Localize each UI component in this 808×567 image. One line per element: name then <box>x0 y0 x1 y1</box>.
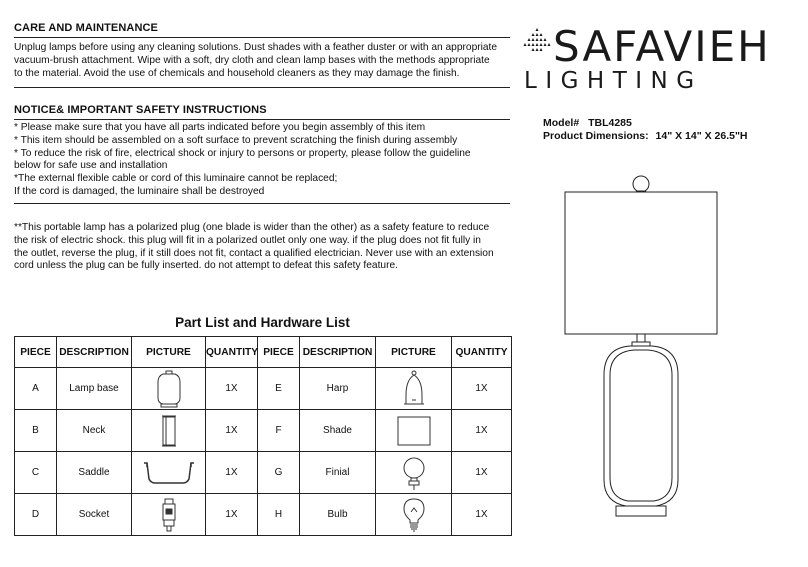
description-cell: Neck <box>57 410 132 452</box>
lamp-base-icon <box>154 370 184 408</box>
picture-cell <box>376 368 452 410</box>
description-cell: Shade <box>300 410 376 452</box>
brand-subtitle: LIGHTING <box>524 68 703 94</box>
column-header: PICTURE <box>132 337 206 368</box>
divider <box>14 87 510 88</box>
quantity-cell: 1X <box>206 368 258 410</box>
divider <box>14 37 510 38</box>
plug-line: the outlet, reverse the plug, if it still does not fit, contact a qualified electrician. Never use with an extension <box>14 247 494 259</box>
description-cell: Lamp base <box>57 368 132 410</box>
piece-cell: B <box>15 410 57 452</box>
picture-cell <box>132 368 206 410</box>
plug-text <box>14 222 494 273</box>
plug-line: cord unless the plug can be fully inserted. do not attempt to defeat this safety feature. <box>14 260 398 272</box>
safety-line: *The external flexible cable or cord of this luminaire cannot be replaced; <box>14 173 338 185</box>
column-header: PIECE <box>258 337 300 368</box>
parts-table <box>14 336 512 536</box>
harp-icon <box>399 370 429 408</box>
lamp-drawing-icon <box>560 170 720 520</box>
column-header: QUANTITY <box>206 337 258 368</box>
description-cell: Saddle <box>57 452 132 494</box>
bulb-icon <box>401 497 427 533</box>
care-line: vacuum-brush attachment. Wipe with a soft, dry cloth and clean lamp bases with the methods appropriate <box>14 54 490 66</box>
dimensions-row <box>543 130 748 142</box>
quantity-cell: 1X <box>206 494 258 536</box>
shade-icon <box>396 415 432 447</box>
piece-cell: D <box>15 494 57 536</box>
safety-line: below for safe use and installation <box>14 160 168 172</box>
description-cell: Socket <box>57 494 132 536</box>
divider <box>14 119 510 120</box>
description-cell: Harp <box>300 368 376 410</box>
picture-cell <box>376 494 452 536</box>
care-line: to the material. Avoid the use of chemicals and household cleaners as they may damage the finish. <box>14 67 460 79</box>
piece-cell: G <box>258 452 300 494</box>
picture-cell <box>132 494 206 536</box>
column-header: DESCRIPTION <box>57 337 132 368</box>
picture-cell <box>376 410 452 452</box>
table-row <box>15 410 512 452</box>
picture-cell <box>132 452 206 494</box>
picture-cell <box>132 410 206 452</box>
column-header: QUANTITY <box>452 337 512 368</box>
care-text <box>14 42 497 80</box>
quantity-cell: 1X <box>206 452 258 494</box>
plug-line: **This portable lamp has a polarized plug (one blade is wider than the other) as a safety feature to reduce <box>14 222 490 233</box>
dimensions-value: 14" X 14" X 26.5"H <box>655 130 748 142</box>
parts-table-title: Part List and Hardware List <box>175 315 350 330</box>
safety-line: * This item should be assembled on a soft surface to prevent scratching the finish during assembly <box>14 134 458 146</box>
table-row <box>15 452 512 494</box>
safety-line: * To reduce the risk of fire, electrical shock or injury to persons or property, please follow the guideline <box>14 147 471 159</box>
model-label: Model# <box>543 117 580 129</box>
piece-cell: E <box>258 368 300 410</box>
divider <box>14 203 510 204</box>
neck-icon <box>157 414 181 448</box>
model-row <box>543 117 632 129</box>
column-header: PICTURE <box>376 337 452 368</box>
description-cell: Finial <box>300 452 376 494</box>
table-header-row <box>15 337 512 368</box>
piece-cell: F <box>258 410 300 452</box>
quantity-cell: 1X <box>452 410 512 452</box>
column-header: PIECE <box>15 337 57 368</box>
picture-cell <box>376 452 452 494</box>
dimensions-label: Product Dimensions: <box>543 130 649 142</box>
piece-cell: C <box>15 452 57 494</box>
quantity-cell: 1X <box>452 494 512 536</box>
safety-line: If the cord is damaged, the luminaire shall be destroyed <box>14 185 265 197</box>
description-cell: Bulb <box>300 494 376 536</box>
care-heading: CARE AND MAINTENANCE <box>14 22 158 34</box>
socket-icon <box>157 497 181 533</box>
plug-line: the risk of electric shock. this plug will fit in a polarized outlet only one way. if the plug does not fit fully in <box>14 234 481 246</box>
care-line: Unplug lamps before using any cleaning solutions. Dust shades with a feather duster or with an appropriate <box>14 42 498 53</box>
table-row <box>15 368 512 410</box>
safety-line: * Please make sure that you have all parts indicated before you begin assembly of this item <box>14 122 426 133</box>
piece-cell: A <box>15 368 57 410</box>
piece-cell: H <box>258 494 300 536</box>
model-value: TBL4285 <box>588 117 632 129</box>
brand-name: SAFAVIEH <box>553 22 771 71</box>
saddle-icon <box>141 459 197 487</box>
column-header: DESCRIPTION <box>300 337 376 368</box>
quantity-cell: 1X <box>206 410 258 452</box>
finial-icon <box>400 455 428 491</box>
quantity-cell: 1X <box>452 452 512 494</box>
safety-heading: NOTICE& IMPORTANT SAFETY INSTRUCTIONS <box>14 104 267 116</box>
table-row <box>15 494 512 536</box>
safavieh-logo-icon <box>521 26 553 56</box>
quantity-cell: 1X <box>452 368 512 410</box>
safety-text <box>14 122 471 199</box>
